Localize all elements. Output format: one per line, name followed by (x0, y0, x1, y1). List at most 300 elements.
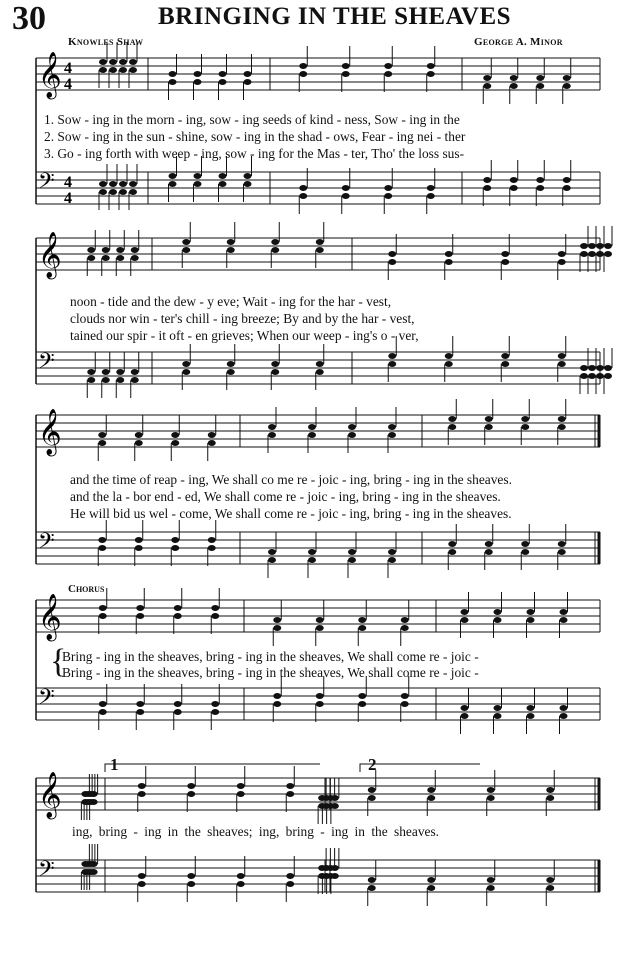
note-head (211, 613, 219, 619)
note-head (358, 693, 366, 699)
note-head (299, 63, 307, 69)
note-head (208, 432, 216, 438)
hymn-title: BRINGING IN THE SHEAVES (158, 3, 512, 30)
note-head (494, 705, 502, 711)
note-head (427, 787, 435, 793)
note-head (604, 251, 612, 257)
note-head (99, 189, 107, 195)
note-head (244, 79, 252, 85)
note-head (580, 243, 588, 249)
note-head (536, 185, 544, 191)
note-head (487, 795, 495, 801)
note-head (384, 71, 392, 77)
note-head (98, 432, 106, 438)
chorus-line-1: Bring - ing in the sheaves, bring - ing in the sheaves, We shall come re - joic - (62, 649, 479, 664)
note-head (427, 193, 435, 199)
note-head (102, 377, 110, 383)
note-head (510, 83, 518, 89)
note-head (487, 787, 495, 793)
note-head (461, 713, 469, 719)
note-head (563, 83, 571, 89)
note-head (560, 713, 568, 719)
time-signature-top: 4 (64, 174, 72, 191)
note-head (271, 247, 279, 253)
note-head (558, 416, 566, 422)
note-head (342, 71, 350, 77)
first-ending-number: 1 (110, 755, 119, 774)
verse-1-line-1: 1. Sow - ing in the morn - ing, sow - ing seeds of kind - ness, Sow - ing in the (44, 112, 460, 127)
verse-3-line-2: tained our spir - it oft - en grieves; When our weep - ing's o - ver, (70, 328, 419, 343)
note-head (99, 59, 107, 65)
note-head (299, 193, 307, 199)
chorus-brace: { (50, 643, 67, 680)
note-head (90, 799, 98, 805)
note-head (286, 873, 294, 879)
note-head (558, 259, 566, 265)
note-head (427, 185, 435, 191)
bass-clef-icon: 𝄢 (38, 529, 55, 559)
note-head (494, 713, 502, 719)
note-head (99, 613, 107, 619)
note-head (99, 709, 107, 715)
note-head (536, 75, 544, 81)
note-head (174, 701, 182, 707)
note-head (286, 791, 294, 797)
note-head (388, 549, 396, 555)
note-head (316, 247, 324, 253)
note-head (187, 783, 195, 789)
note-head (558, 424, 566, 430)
note-head (388, 424, 396, 430)
note-head (187, 791, 195, 797)
verse-2-line-1: 2. Sow - ing in the sun - shine, sow - ing in the shad - ows, Fear - ing nei - ther (44, 129, 466, 144)
verse-3-line-1: 3. Go - ing forth with weep - ing, sow - ing for the Mas - ter, Tho' the loss sus- (44, 146, 465, 161)
treble-clef-icon: 𝄞 (38, 52, 62, 98)
note-head (129, 59, 137, 65)
verse-1-line-2: noon - tide and the dew - y eve; Wait - ing for the har - vest, (70, 294, 392, 309)
note-head (135, 432, 143, 438)
note-head (116, 369, 124, 375)
note-head (131, 247, 139, 253)
note-head (596, 373, 604, 379)
note-head (558, 549, 566, 555)
note-head (129, 181, 137, 187)
note-head (485, 541, 493, 547)
note-head (271, 361, 279, 367)
note-head (135, 537, 143, 543)
note-head (348, 557, 356, 563)
note-head (87, 377, 95, 383)
note-head (187, 873, 195, 879)
note-head (527, 705, 535, 711)
note-head (604, 243, 612, 249)
note-head (237, 881, 245, 887)
note-head (119, 59, 127, 65)
note-head (527, 617, 535, 623)
note-head (316, 239, 324, 245)
note-head (487, 885, 495, 891)
note-head (219, 181, 227, 187)
note-head (358, 625, 366, 631)
note-head (219, 71, 227, 77)
note-head (244, 173, 252, 179)
note-head (558, 251, 566, 257)
note-head (171, 440, 179, 446)
bass-clef-icon: 𝄢 (38, 349, 55, 379)
note-head (501, 353, 509, 359)
note-head (219, 173, 227, 179)
note-head (116, 247, 124, 253)
note-head (342, 185, 350, 191)
note-head (109, 59, 117, 65)
note-head (596, 243, 604, 249)
note-head (237, 873, 245, 879)
note-head (348, 424, 356, 430)
composer-credit: George A. Minor (474, 36, 563, 48)
verse-3-line-3: He will bid us wel - come, We shall come re - joic - ing, bring - ing in the sheaves. (70, 506, 512, 521)
note-head (510, 185, 518, 191)
note-head (244, 181, 252, 187)
note-head (427, 71, 435, 77)
note-head (510, 177, 518, 183)
first-ending-bracket (105, 764, 320, 772)
note-head (483, 75, 491, 81)
note-head (299, 71, 307, 77)
note-head (384, 193, 392, 199)
note-head (273, 625, 281, 631)
note-head (427, 885, 435, 891)
note-head (558, 541, 566, 547)
note-head (227, 247, 235, 253)
note-head (135, 440, 143, 446)
note-head (129, 189, 137, 195)
note-head (527, 713, 535, 719)
note-head (560, 705, 568, 711)
note-head (384, 63, 392, 69)
verse-1-line-3: and the time of reap - ing, We shall co me re - joic - ing, bring - ing in the sheaves. (70, 472, 512, 487)
note-head (342, 193, 350, 199)
note-head (501, 361, 509, 367)
note-head (494, 617, 502, 623)
bass-clef-icon: 𝄢 (38, 685, 55, 715)
note-head (368, 877, 376, 883)
note-head (445, 353, 453, 359)
note-head (129, 67, 137, 73)
note-head (169, 173, 177, 179)
note-head (388, 259, 396, 265)
note-head (560, 609, 568, 615)
chorus-label: Chorus (68, 583, 105, 595)
note-head (227, 369, 235, 375)
bass-clef-icon: 𝄢 (38, 857, 55, 887)
note-head (546, 795, 554, 801)
note-head (286, 881, 294, 887)
note-head (318, 795, 326, 801)
note-head (99, 67, 107, 73)
note-head (273, 701, 281, 707)
note-head (604, 373, 612, 379)
note-head (348, 432, 356, 438)
note-head (388, 432, 396, 438)
note-head (401, 625, 409, 631)
note-head (131, 255, 139, 261)
note-head (527, 609, 535, 615)
note-head (604, 365, 612, 371)
note-head (194, 71, 202, 77)
note-head (102, 369, 110, 375)
note-head (588, 365, 596, 371)
hymn-number: 30 (12, 0, 46, 37)
note-head (588, 251, 596, 257)
note-head (368, 885, 376, 891)
note-head (138, 791, 146, 797)
note-head (187, 881, 195, 887)
note-head (237, 783, 245, 789)
note-head (208, 545, 216, 551)
treble-clef-icon: 𝄞 (38, 232, 62, 278)
note-head (219, 79, 227, 85)
note-head (208, 537, 216, 543)
note-head (182, 369, 190, 375)
note-head (211, 701, 219, 707)
note-head (358, 617, 366, 623)
note-head (211, 605, 219, 611)
note-head (596, 365, 604, 371)
note-head (521, 424, 529, 430)
bass-clef-icon: 𝄢 (38, 169, 55, 199)
note-head (388, 361, 396, 367)
note-head (461, 609, 469, 615)
time-signature-top: 4 (64, 60, 72, 77)
note-head (211, 709, 219, 715)
verse-2-line-3: and the la - bor end - ed, We shall come re - joic - ing, bring - ing in the sheaves. (70, 489, 501, 504)
note-head (580, 251, 588, 257)
note-head (194, 79, 202, 85)
note-head (388, 251, 396, 257)
note-head (342, 63, 350, 69)
note-head (316, 361, 324, 367)
note-head (171, 537, 179, 543)
note-head (427, 877, 435, 883)
note-head (308, 549, 316, 555)
note-head (536, 83, 544, 89)
note-head (135, 545, 143, 551)
note-head (119, 67, 127, 73)
note-head (483, 185, 491, 191)
note-head (90, 791, 98, 797)
note-head (445, 361, 453, 367)
note-head (485, 549, 493, 555)
note-head (521, 549, 529, 555)
note-head (588, 373, 596, 379)
note-head (136, 709, 144, 715)
note-head (119, 181, 127, 187)
note-head (244, 71, 252, 77)
note-head (384, 185, 392, 191)
note-head (494, 609, 502, 615)
note-head (87, 247, 95, 253)
note-head (131, 369, 139, 375)
note-head (448, 549, 456, 555)
note-head (368, 795, 376, 801)
note-head (461, 617, 469, 623)
note-head (99, 701, 107, 707)
note-head (401, 701, 409, 707)
note-head (299, 185, 307, 191)
note-head (318, 873, 326, 879)
note-head (501, 251, 509, 257)
note-head (368, 787, 376, 793)
note-head (546, 787, 554, 793)
note-head (102, 255, 110, 261)
note-head (358, 701, 366, 707)
time-signature-bottom: 4 (64, 76, 72, 93)
note-head (90, 869, 98, 875)
note-head (87, 369, 95, 375)
note-head (445, 251, 453, 257)
note-head (169, 181, 177, 187)
note-head (546, 877, 554, 883)
note-head (109, 67, 117, 73)
note-head (286, 783, 294, 789)
note-head (316, 625, 324, 631)
note-head (87, 255, 95, 261)
note-head (308, 557, 316, 563)
note-head (169, 79, 177, 85)
note-head (448, 424, 456, 430)
note-head (580, 373, 588, 379)
note-head (182, 361, 190, 367)
note-head (99, 605, 107, 611)
note-head (483, 177, 491, 183)
note-head (318, 865, 326, 871)
second-ending-bracket (360, 764, 480, 772)
note-head (174, 709, 182, 715)
note-head (138, 873, 146, 879)
note-head (208, 440, 216, 446)
note-head (174, 605, 182, 611)
note-head (271, 369, 279, 375)
note-head (485, 416, 493, 422)
note-head (401, 693, 409, 699)
note-head (273, 693, 281, 699)
note-head (194, 181, 202, 187)
note-head (116, 255, 124, 261)
treble-clef-icon: 𝄞 (38, 594, 62, 640)
note-head (427, 63, 435, 69)
note-head (136, 605, 144, 611)
note-head (98, 440, 106, 446)
note-head (487, 877, 495, 883)
note-head (136, 701, 144, 707)
note-head (521, 416, 529, 422)
note-head (318, 803, 326, 809)
note-head (174, 613, 182, 619)
note-head (182, 239, 190, 245)
note-head (119, 189, 127, 195)
verse-2-line-2: clouds nor win - ter's chill - ing breeze; By and by the har - vest, (70, 311, 415, 326)
note-head (510, 75, 518, 81)
lyricist-credit: Knowles Shaw (68, 36, 144, 48)
note-head (448, 541, 456, 547)
note-head (316, 617, 324, 623)
note-head (401, 617, 409, 623)
note-head (388, 557, 396, 563)
note-head (483, 83, 491, 89)
note-head (109, 189, 117, 195)
note-head (563, 75, 571, 81)
note-head (316, 701, 324, 707)
note-head (169, 71, 177, 77)
note-head (138, 881, 146, 887)
note-head (308, 424, 316, 430)
note-head (560, 617, 568, 623)
note-head (131, 377, 139, 383)
note-head (580, 365, 588, 371)
note-head (182, 247, 190, 253)
note-head (268, 549, 276, 555)
note-head (109, 181, 117, 187)
note-head (227, 239, 235, 245)
chorus-line-2: Bring - ing in the sheaves, bring - ing in the sheaves, We shall come re - joic - (62, 665, 479, 680)
note-head (316, 693, 324, 699)
note-head (588, 243, 596, 249)
note-head (558, 361, 566, 367)
note-head (138, 783, 146, 789)
note-head (171, 545, 179, 551)
note-head (563, 177, 571, 183)
note-head (448, 416, 456, 422)
note-head (388, 353, 396, 359)
note-head (558, 353, 566, 359)
note-head (136, 613, 144, 619)
note-head (171, 432, 179, 438)
treble-clef-icon: 𝄞 (38, 772, 62, 818)
note-head (268, 432, 276, 438)
note-head (427, 795, 435, 801)
note-head (546, 885, 554, 891)
note-head (99, 181, 107, 187)
time-signature-bottom: 4 (64, 190, 72, 207)
note-head (501, 259, 509, 265)
note-head (268, 557, 276, 563)
note-head (98, 537, 106, 543)
note-head (461, 705, 469, 711)
note-head (536, 177, 544, 183)
note-head (227, 361, 235, 367)
note-head (348, 549, 356, 555)
note-head (596, 251, 604, 257)
note-head (445, 259, 453, 265)
note-head (98, 545, 106, 551)
note-head (102, 247, 110, 253)
note-head (194, 173, 202, 179)
note-head (271, 239, 279, 245)
treble-clef-icon: 𝄞 (38, 409, 62, 455)
second-ending-number: 2 (368, 755, 377, 774)
note-head (268, 424, 276, 430)
ending-line: ing, bring - ing in the sheaves; ing, bring - ing in the sheaves. (72, 824, 440, 839)
note-head (521, 541, 529, 547)
note-head (563, 185, 571, 191)
note-head (273, 617, 281, 623)
note-head (237, 791, 245, 797)
note-head (116, 377, 124, 383)
note-head (308, 432, 316, 438)
note-head (90, 861, 98, 867)
note-head (485, 424, 493, 430)
note-head (316, 369, 324, 375)
